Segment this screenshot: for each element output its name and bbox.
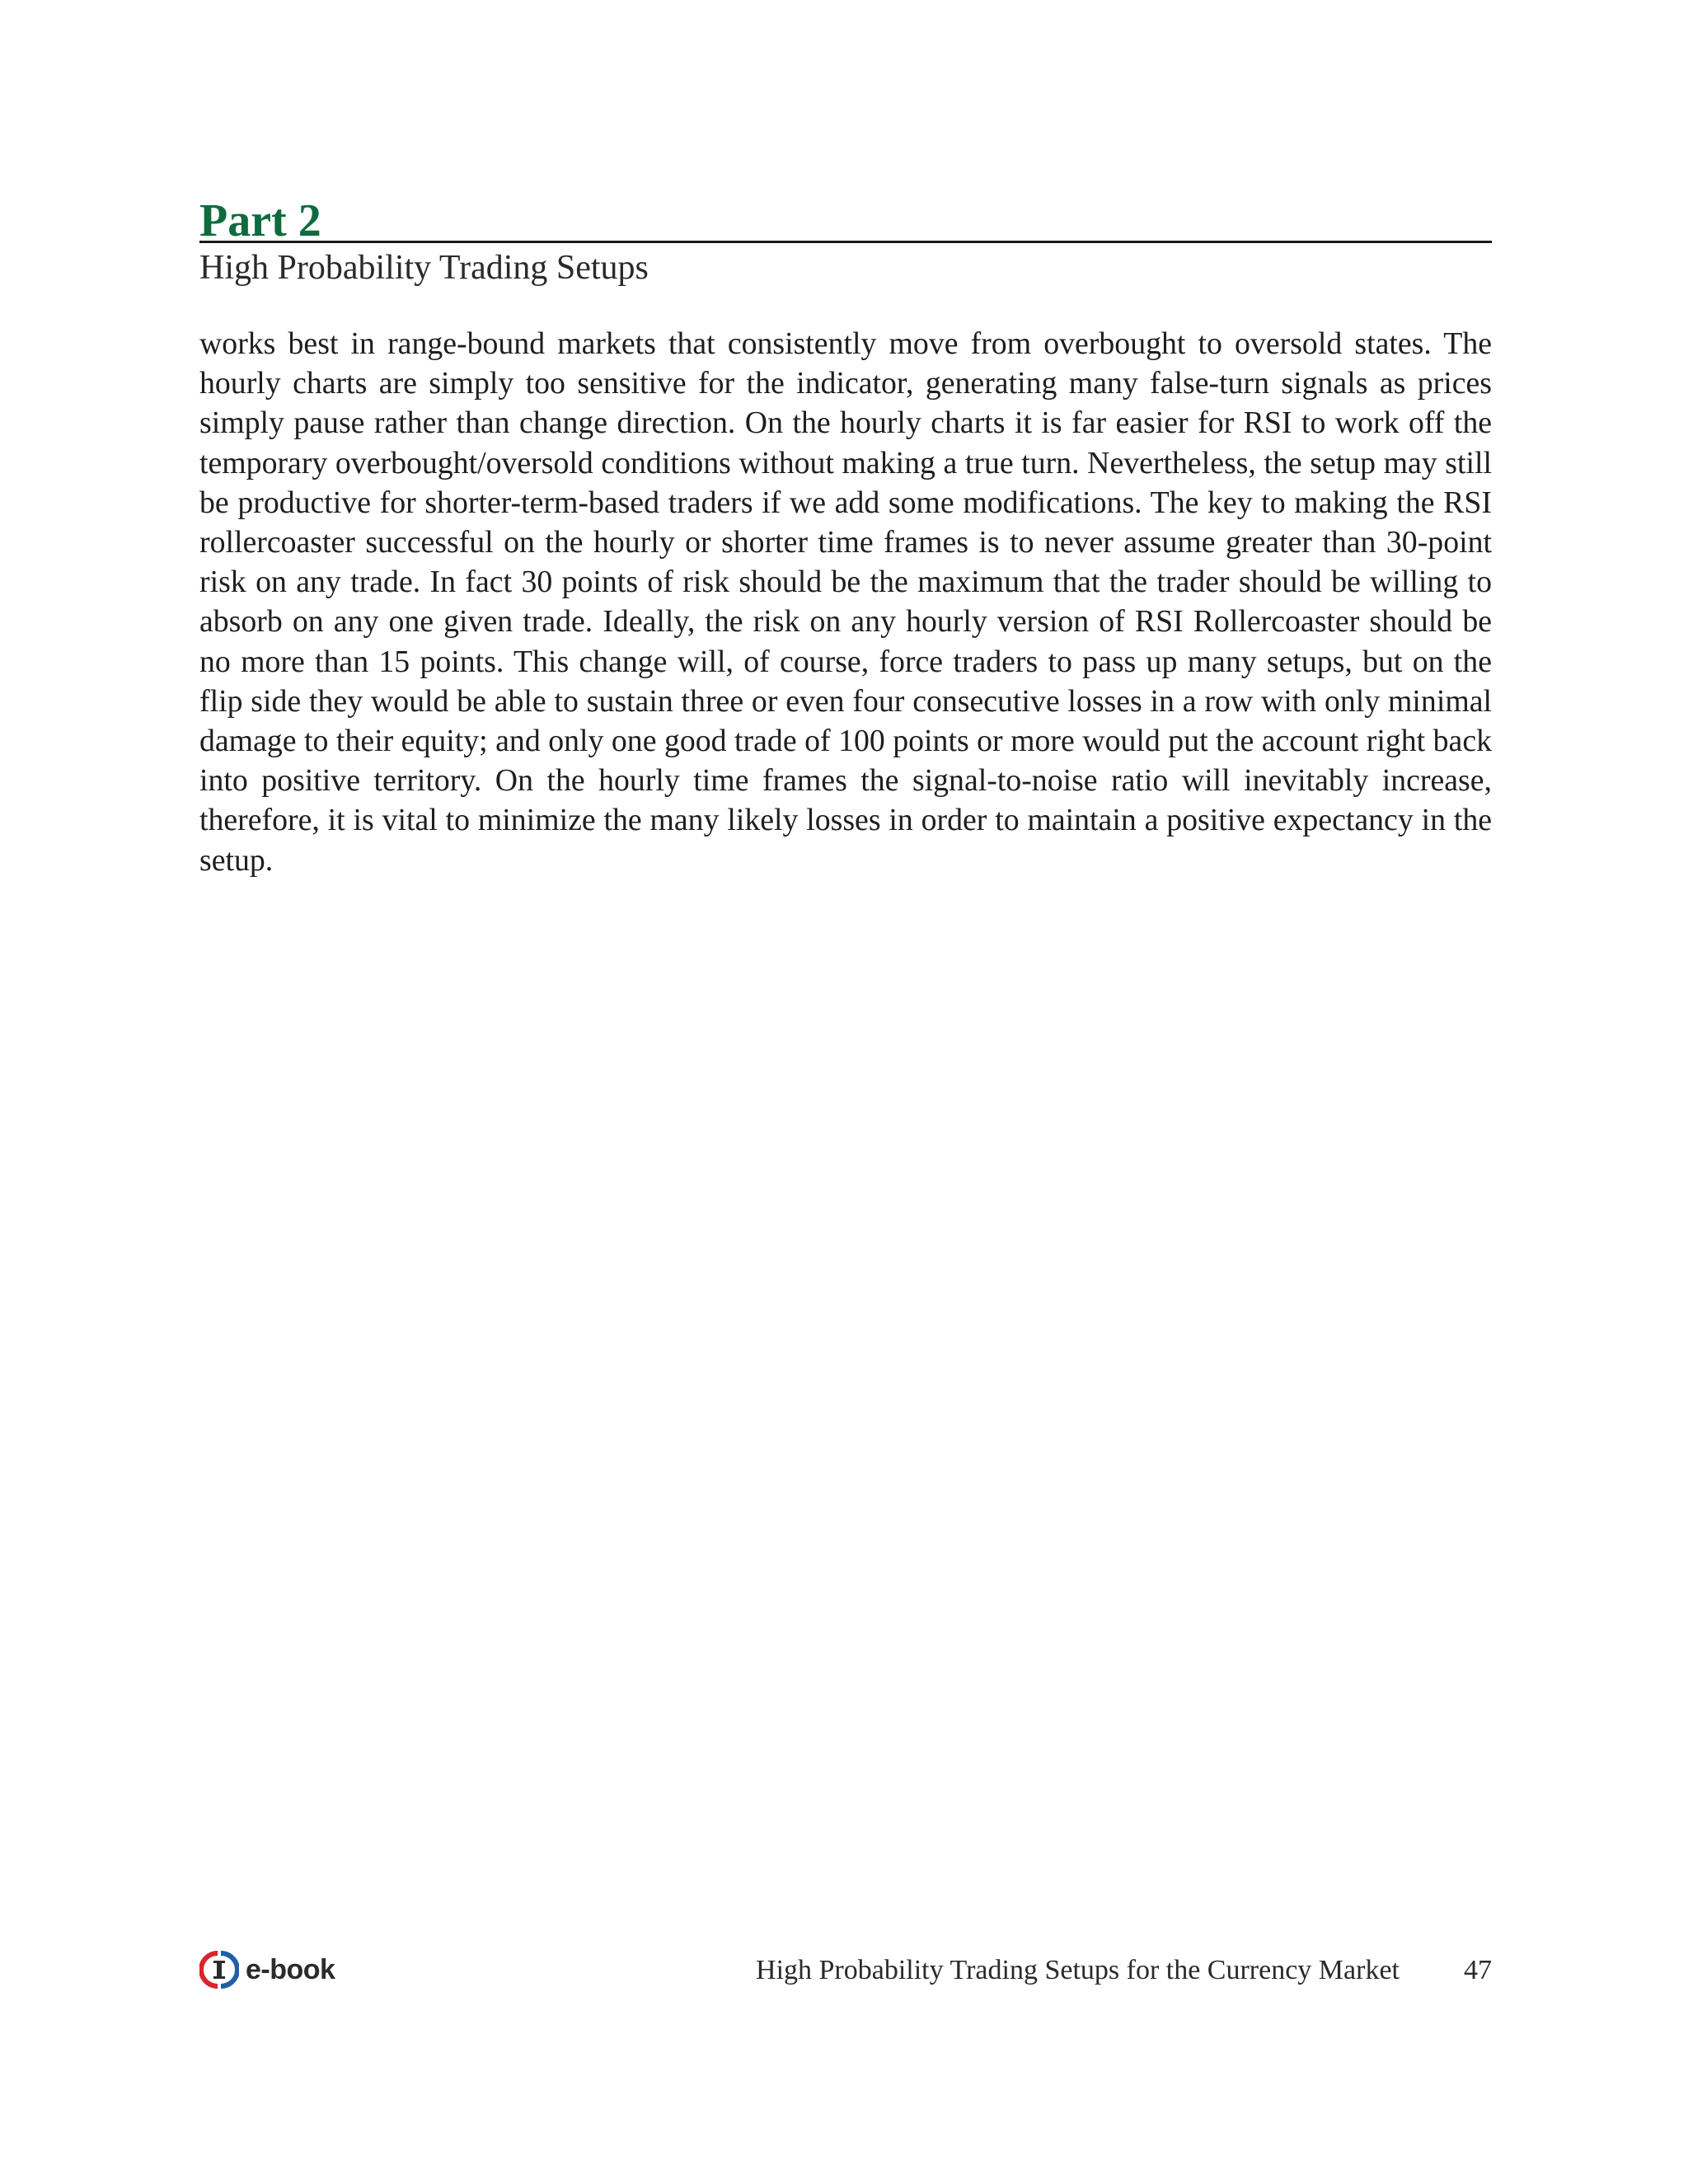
- body-paragraph: works best in range-bound markets that consistently move from overbought to oversold states. The hourly charts are simply too sensitive for the indicator, generating many false-turn signals as prices simply pause rather than change direction. On the hourly charts it is far easier for RSI to work off the temporary overbought/oversold conditions without making a true turn. Nevertheless, the setup may still be productive for shorter-term-based traders if we add some modifications. The key to making the RSI rollercoaster successful on the hourly or shorter time frames is to never assume greater than 30-point risk on any trade. In fact 30 points of risk should be the maximum that the trader should be willing to absorb on any one given trade. Ideally, the risk on any hourly version of RSI Rollercoaster should be no more than 15 points. This change will, of course, force traders to pass up many setups, but on the flip side they would be able to sustain three or even four consecutive losses in a row with only minimal damage to their equity; and only one good trade of 100 points or more would put the account right back into positive territory. On the hourly time frames the signal-to-noise ratio will inevitably increase, therefore, it is vital to minimize the many likely losses in order to maintain a positive expectancy in the setup.: [199, 326, 1492, 878]
- part-heading-row: [199, 191, 1492, 246]
- investopedia-logo-icon: [199, 1950, 239, 1990]
- logo-text: e-book: [246, 1953, 335, 1985]
- page-header: [199, 191, 1492, 288]
- page-footer: [199, 1947, 1492, 1993]
- page-number: 47: [1464, 1955, 1492, 1985]
- section-title: High Probability Trading Setups: [199, 249, 649, 287]
- ebook-logo: [199, 1950, 335, 1990]
- part-label: Part 2: [199, 195, 321, 246]
- footer-book-title: High Probability Trading Setups for the Currency Market: [756, 1955, 1400, 1985]
